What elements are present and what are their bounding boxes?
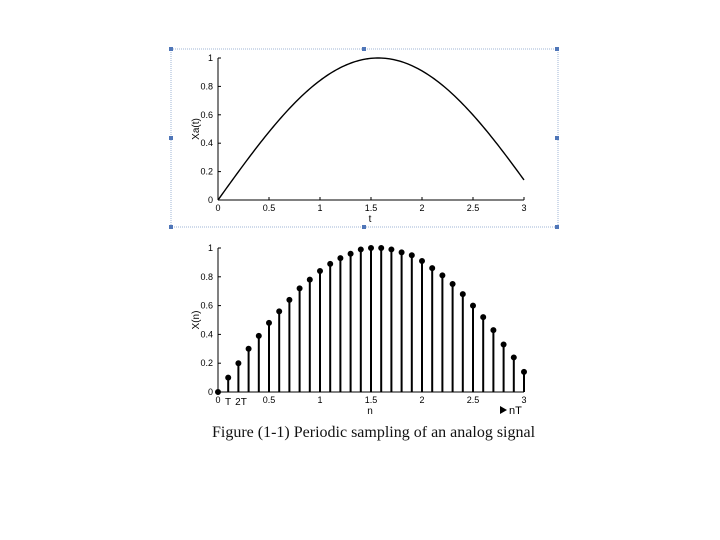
stem-marker bbox=[236, 361, 241, 366]
stem-marker bbox=[358, 247, 363, 252]
stem-marker bbox=[481, 315, 486, 320]
stem-marker bbox=[511, 355, 516, 360]
y-tick-label: 0.8 bbox=[200, 81, 213, 92]
stem-marker bbox=[328, 261, 333, 266]
y-tick-label: 0 bbox=[207, 387, 213, 397]
y-tick-label: 0 bbox=[207, 195, 213, 205]
stem-marker bbox=[226, 375, 231, 380]
stem-marker bbox=[368, 245, 373, 250]
stem-marker bbox=[491, 327, 496, 332]
arrow-icon bbox=[500, 406, 507, 414]
series-line-xa bbox=[218, 58, 524, 200]
stem-marker bbox=[297, 286, 302, 291]
y-tick-label: 0.8 bbox=[200, 271, 213, 282]
x-tick-label: 0 bbox=[215, 203, 221, 213]
x-tick-label: 3 bbox=[521, 203, 527, 213]
y-tick-label: 1 bbox=[207, 243, 213, 253]
x-tick-label: 2 bbox=[419, 203, 425, 213]
resize-handle-top-left[interactable] bbox=[169, 47, 173, 51]
stem-marker bbox=[430, 266, 435, 271]
stem-marker bbox=[470, 303, 475, 308]
x-tick-label: 0 bbox=[215, 395, 221, 405]
continuous-signal-chart bbox=[191, 53, 527, 225]
stem-marker bbox=[419, 258, 424, 263]
x-tick-label: 2.5 bbox=[466, 203, 480, 213]
stem-marker bbox=[501, 342, 506, 347]
x-tick-label: 0.5 bbox=[262, 203, 276, 213]
y-tick-label: 0.2 bbox=[200, 358, 213, 369]
stem-marker bbox=[246, 346, 251, 351]
stem-marker bbox=[399, 250, 404, 255]
stem-marker bbox=[338, 255, 343, 260]
stem-marker bbox=[409, 253, 414, 258]
x-tick-label: 1.5 bbox=[364, 395, 378, 405]
stem-marker bbox=[256, 333, 261, 338]
y-tick-label: 0.2 bbox=[200, 166, 213, 177]
y-axis-label: X(n) bbox=[191, 310, 202, 330]
stem-marker bbox=[521, 369, 526, 374]
x-tick-label: 1.5 bbox=[364, 203, 378, 213]
stem-marker bbox=[379, 245, 384, 250]
x-tick-label: 1 bbox=[317, 203, 323, 213]
x-tick-label: 2 bbox=[419, 395, 425, 405]
x-tick-label: 3 bbox=[521, 395, 527, 405]
stem-marker bbox=[460, 291, 465, 296]
stem-marker bbox=[307, 277, 312, 282]
resize-handle-bottom-middle[interactable] bbox=[362, 225, 366, 229]
resize-handle-middle-left[interactable] bbox=[169, 136, 173, 140]
y-tick-label: 0.4 bbox=[200, 138, 213, 149]
y-axis-label: Xa(t) bbox=[191, 118, 202, 140]
y-tick-label: 0.4 bbox=[200, 329, 213, 340]
stem-marker bbox=[348, 251, 353, 256]
y-tick-label: 0.6 bbox=[200, 109, 213, 120]
sampled-signal-chart bbox=[191, 243, 527, 417]
resize-handle-bottom-left[interactable] bbox=[169, 225, 173, 229]
stem-marker bbox=[287, 297, 292, 302]
stem-marker bbox=[389, 247, 394, 252]
resize-handle-bottom-right[interactable] bbox=[555, 225, 559, 229]
y-tick-label: 0.6 bbox=[200, 300, 213, 311]
stem-marker bbox=[277, 309, 282, 314]
annotation-2T: 2T bbox=[235, 397, 247, 408]
annotation-T: T bbox=[224, 397, 232, 408]
stem-marker bbox=[317, 268, 322, 273]
x-tick-label: 2.5 bbox=[466, 395, 480, 405]
resize-handle-top-middle[interactable] bbox=[362, 47, 366, 51]
x-tick-label: 0.5 bbox=[262, 395, 276, 405]
stem-marker bbox=[215, 389, 220, 394]
stem-marker bbox=[266, 320, 271, 325]
x-axis-label: t bbox=[368, 214, 372, 225]
resize-handle-top-right[interactable] bbox=[555, 47, 559, 51]
figure-caption: Figure (1-1) Periodic sampling of an analog signal bbox=[212, 424, 536, 441]
y-tick-label: 1 bbox=[207, 53, 213, 63]
stem-marker bbox=[450, 281, 455, 286]
x-tick-label: 1 bbox=[317, 395, 323, 405]
resize-handle-middle-right[interactable] bbox=[555, 136, 559, 140]
annotation-nT: nT bbox=[509, 405, 522, 417]
selection-frame[interactable] bbox=[169, 47, 559, 229]
stem-marker bbox=[440, 273, 445, 278]
x-axis-label: n bbox=[367, 406, 373, 417]
